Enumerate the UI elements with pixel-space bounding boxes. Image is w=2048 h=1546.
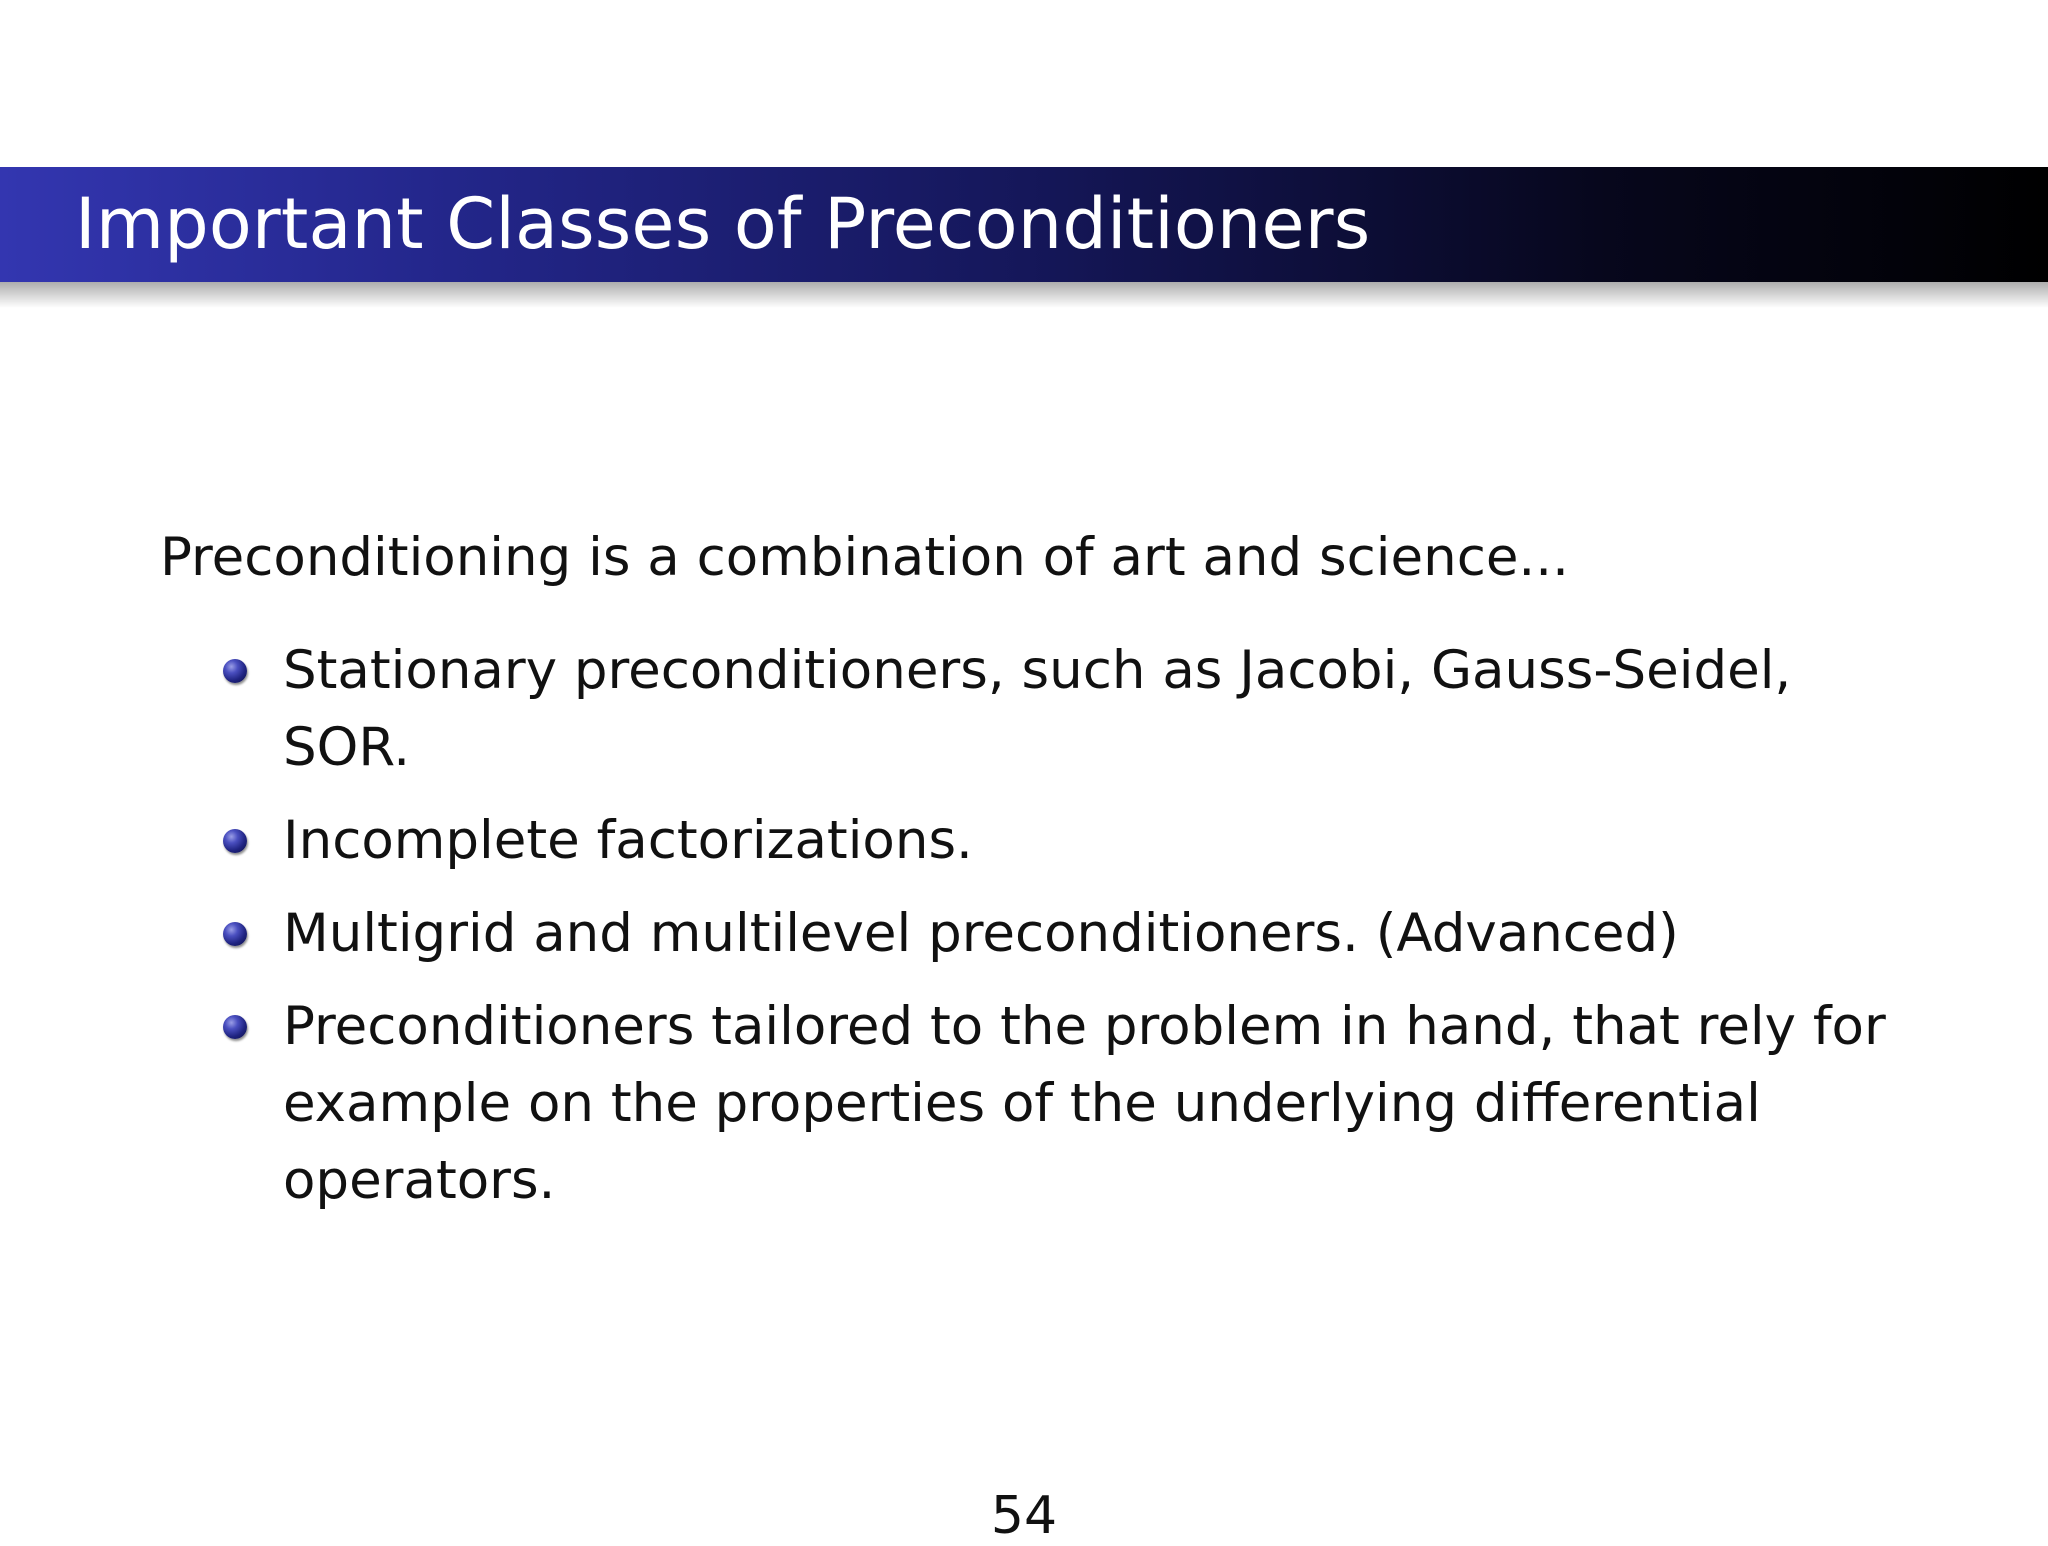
bullet-item: [283, 632, 1913, 786]
sphere-bullet-icon: [223, 922, 247, 946]
bullet-text: Preconditioners tailored to the problem in hand, that rely for example on the properties of the underlying differential operators.: [283, 996, 1886, 1211]
bullet-list: [283, 632, 1913, 1235]
bullet-item: [283, 802, 1913, 879]
slide-title: Important Classes of Preconditioners: [75, 183, 1371, 265]
sphere-bullet-icon: [223, 829, 247, 853]
sphere-bullet-icon: [223, 659, 247, 683]
title-bar: [0, 167, 2048, 282]
intro-text: Preconditioning is a combination of art and science...: [160, 527, 1569, 588]
bullet-item: [283, 988, 1913, 1219]
bullet-text: Multigrid and multilevel preconditioners. (Advanced): [283, 903, 1679, 964]
bullet-text: Stationary preconditioners, such as Jacobi, Gauss-Seidel, SOR.: [283, 640, 1792, 778]
title-bar-shadow: [0, 282, 2048, 308]
page-number: 54: [990, 1486, 1058, 1546]
bullet-item: [283, 895, 1913, 972]
sphere-bullet-icon: [223, 1015, 247, 1039]
bullet-text: Incomplete factorizations.: [283, 810, 973, 871]
